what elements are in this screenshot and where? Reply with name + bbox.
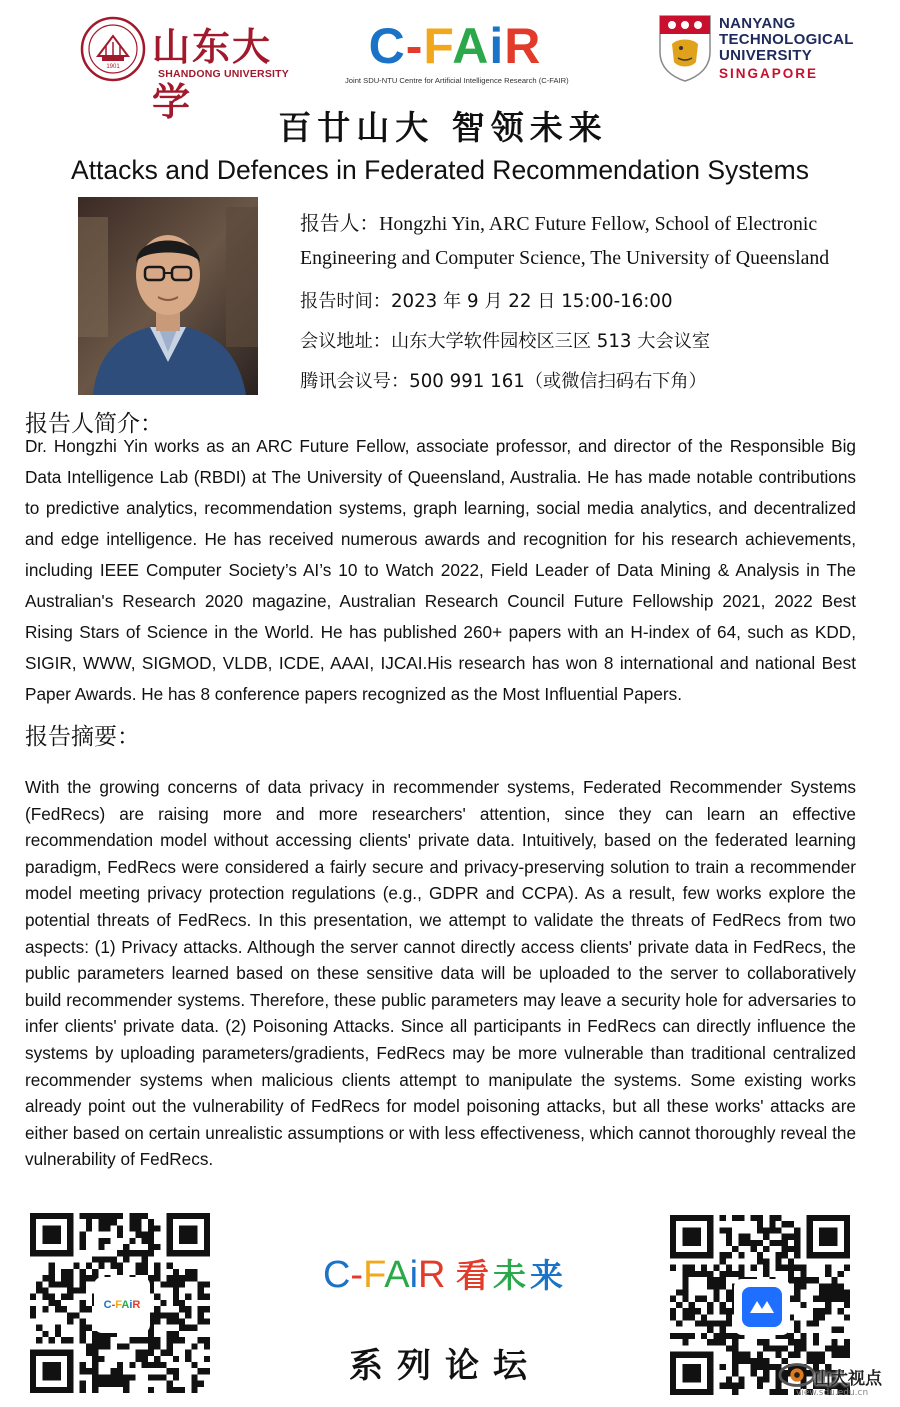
footer-cfair-letter: - [350,1254,364,1296]
tencent-meeting-id: 腾讯会议号：500 991 161（或微信扫码右下角） [300,371,707,392]
footer-cn-letter: 来 [530,1256,568,1295]
cfair-wordmark [345,20,565,72]
watermark-url: view.sdu.edu.cn [796,1388,869,1398]
talk-time: 报告时间：2023 年 9 月 22 日 15:00-16:00 [300,291,673,312]
talk-title: Attacks and Defences in Federated Recommendation Systems [71,155,809,185]
footer-chinese-title [456,1256,567,1295]
svg-text:1901: 1901 [106,64,120,70]
ntu-shield-icon [658,14,712,82]
ntu-name-line-4: SINGAPORE [719,66,819,81]
sdu-name-chinese: 山东大学 [152,24,273,124]
cfair-subtitle: Joint SDU-NTU Centre for Artificial Intelligence Research (C-FAIR) [345,76,569,85]
footer-cfair-letter: i [409,1254,419,1296]
sdu-name-english: SHANDONG UNIVERSITY [158,68,289,80]
footer-cfair-letter: C [322,1254,351,1296]
cfair-letter: C [368,18,406,74]
bio-text: Dr. Hongzhi Yin works as an ARC Future Fellow, associate professor, and director of the Responsible Big Data Intelligence Lab (RBDI) at The University of Queensland, Australia. He has made notable contributions to predictive analytics, recommendation systems, graph learning, social media analytics, and decentralized and edge intelligence. He has received numerous awards and recognition for his research achievements, including IEEE Computer Society’s AI’s 10 to Watch 2022, Field Leader of Data Mining & Analysis in The Australian's Research 2020 magazine, Australian Research Council Future Fellowship 2021, 2022 Best Rising Stars of Science in the World. He has published 260+ papers with an H-index of 64, such as KDD, SIGIR, WWW, SIGMOD, VLDB, ICDE, AAAI, IJCAI.His research has won 8 international and national Best Paper Awards. He has 8 conference papers recognized as the Most Influential Papers. [25,436,856,704]
footer-cfair-letter: R [418,1254,446,1296]
bio-heading: 报告人简介： [25,411,163,437]
qr-badge-label: C-FAiR [103,1299,141,1311]
footer-cfair-letter: F [363,1254,385,1296]
shandong-university-logo [80,16,295,124]
footer-cfair-letter: A [384,1254,410,1296]
speaker-info-line-2: Engineering and Computer Science, The University of Queensland [300,247,830,269]
ntu-name-line-1: NANYANG [719,15,796,32]
forum-series-label: 系列论坛 [349,1346,541,1386]
speaker-photo [78,197,258,395]
cfair-letter: - [405,18,424,74]
talk-venue: 会议地址：山东大学软件园校区三区 513 大会议室 [300,331,711,352]
abstract-heading: 报告摘要： [25,724,140,750]
cfair-letter: F [423,18,453,74]
footer-cn-letter: 看 [456,1256,494,1295]
cfair-letter: i [489,18,505,74]
sdu-seal-icon [80,16,146,82]
ntu-logo [658,14,858,86]
abstract-text: With the growing concerns of data privacy in recommender systems, Federated Recommender Systems (FedRecs) are raising more and more researchers' attention, since they can learn an effective recommendation model without accessing clients' private data. Intuitively, based on the federated learning paradigm, FedRecs were considered a fairly secure and privacy-preserving solution to train a recommender model meeting privacy protection regulations (e.g., GDPR and CCPA). As a result, few works explore the potential threats of FedRecs. In this presentation, we attempt to validate the threats of FedRecs from two aspects: (1) Privacy attacks. Although the server cannot directly access clients' private data in FedRecs, the public parameters learned based on these sensitive data will be uploaded to the server to collaboratively build recommender systems. Therefore, these public parameters may leave a security hole for adversaries to infer clients' private data. (2) Poisoning Attacks. Since all participants in FedRecs can directly influence the systems by uploading parameters/gradients, FedRecs may be more vulnerable than traditional centralized recommender systems when malicious clients attempt to manipulate the systems. Some existing works already point out the vulnerability of FedRecs for model poisoning attacks, but all these works' attacks are either based on certain unrealistic assumptions or with less effectiveness, which cannot thoroughly reveal the vulnerability of FedRecs. [25,777,856,1170]
tencent-meeting-icon [734,1279,790,1335]
watermark-text: 山大视点 [814,1369,882,1389]
cfair-letter: A [452,18,490,74]
cfair-letter: R [504,18,542,74]
cfair-qr-code[interactable] [30,1213,210,1393]
slogan: 百廿山大 智领未来 [278,108,608,147]
ntu-name-line-3: UNIVERSITY [719,47,813,64]
ntu-name-line-2: TECHNOLOGICAL [719,31,854,48]
speaker-info-line-1: 报告人：Hongzhi Yin, ARC Future Fellow, School of Electronic [300,213,818,235]
watermark [778,1352,900,1407]
cfair-series-title [300,1253,590,1298]
footer-cfair-wordmark [323,1254,446,1296]
footer-cn-letter: 未 [493,1256,531,1295]
cfair-logo [345,18,569,96]
cfair-logo-icon [94,1277,150,1333]
